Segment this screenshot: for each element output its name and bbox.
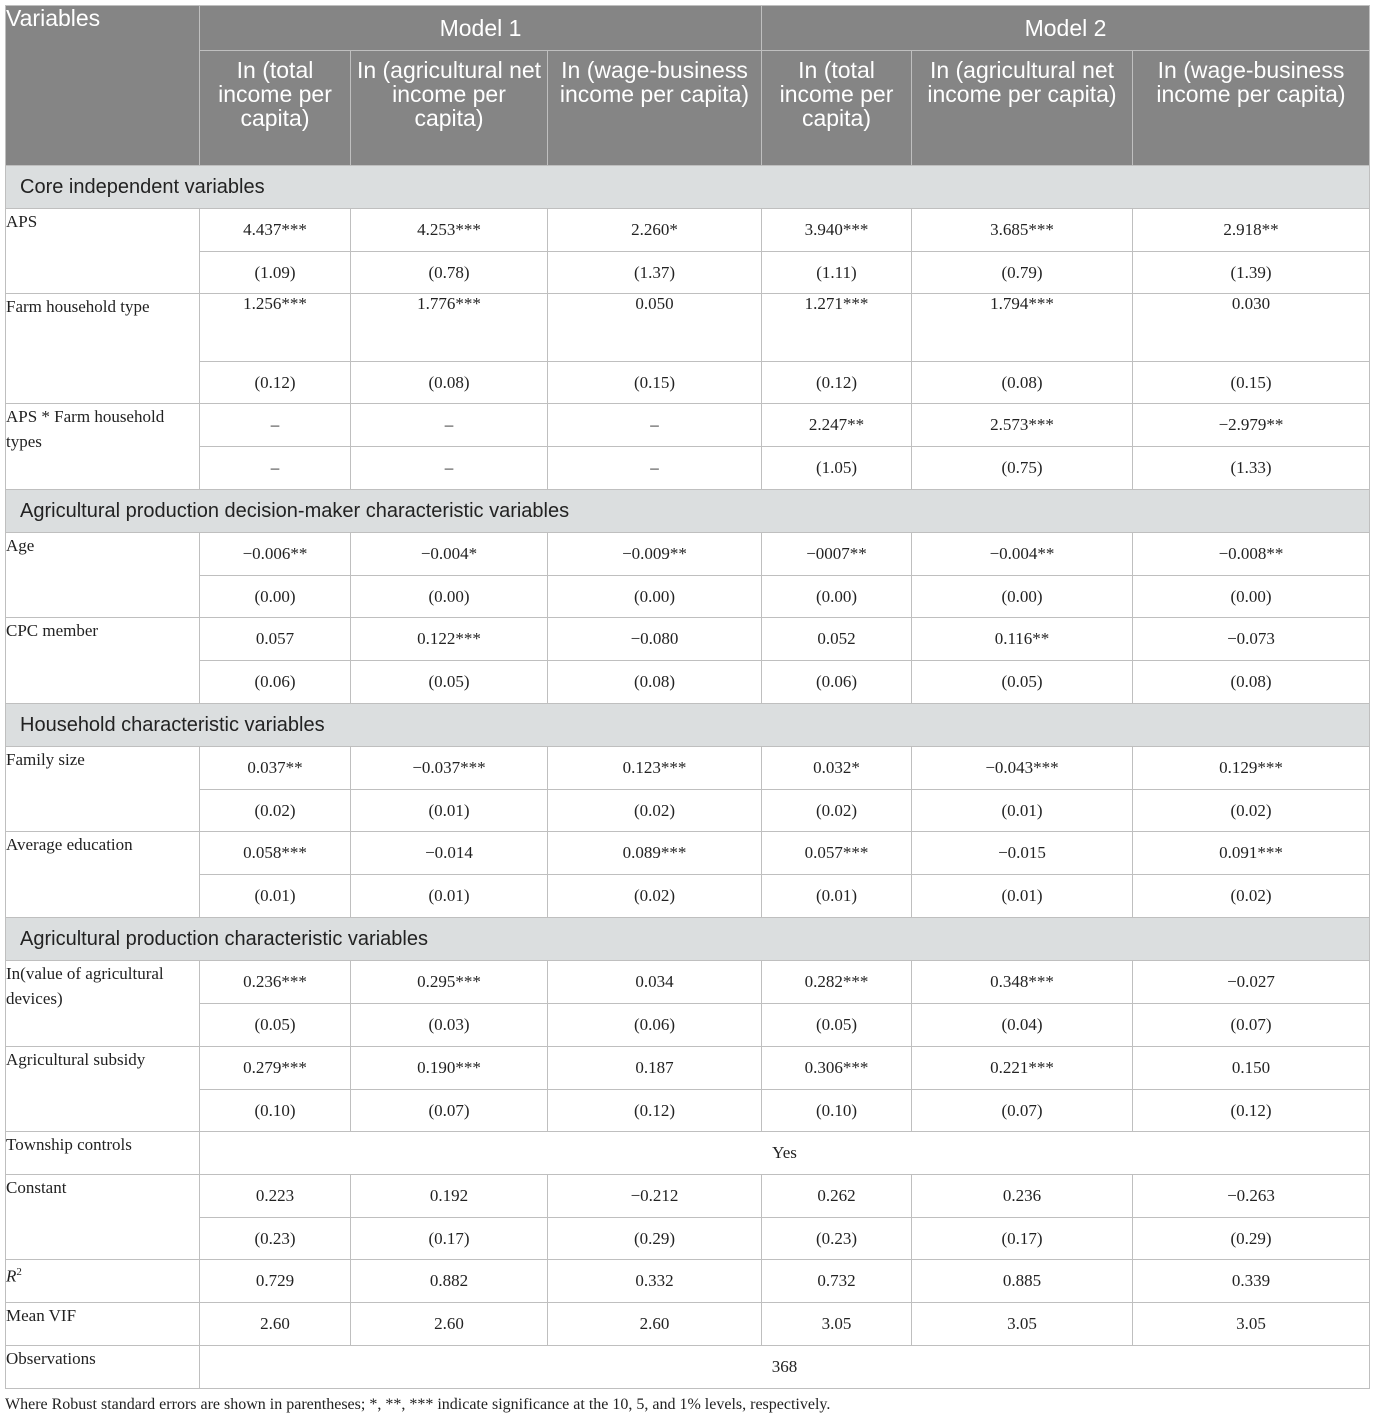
coef-cell: 0.050 (548, 294, 762, 362)
coef-cell: −0.004* (351, 533, 548, 576)
coef-cell: 0.190*** (351, 1047, 548, 1090)
se-cell: (0.12) (1133, 1090, 1370, 1132)
se-cell: (0.23) (200, 1218, 351, 1260)
se-cell: (0.08) (351, 362, 548, 404)
coef-cell: 0.279*** (200, 1047, 351, 1090)
row-label-average-education: Average education (6, 832, 200, 918)
row-label-agricultural-subsidy: Agricultural subsidy (6, 1047, 200, 1132)
coef-cell: −0.212 (548, 1175, 762, 1218)
se-cell: (0.78) (351, 252, 548, 294)
value-cell: 0.729 (200, 1260, 351, 1303)
table-row (6, 209, 1370, 252)
se-cell: (0.08) (912, 362, 1133, 404)
se-cell: (0.15) (548, 362, 762, 404)
se-cell: (0.01) (912, 875, 1133, 918)
section-core: Core independent variables (6, 166, 1370, 209)
table-row (6, 404, 1370, 447)
value-cell: 0.882 (351, 1260, 548, 1303)
coef-cell: 1.256*** (200, 294, 351, 362)
value-cell: 3.05 (762, 1303, 912, 1346)
table-row (6, 661, 1370, 704)
table-row (6, 961, 1370, 1004)
se-cell: (0.05) (912, 661, 1133, 704)
coef-cell: −0.263 (1133, 1175, 1370, 1218)
se-cell: (1.39) (1133, 252, 1370, 294)
regression-table (5, 5, 1370, 1389)
se-cell: (0.79) (912, 252, 1133, 294)
row-label-cpc-member: CPC member (6, 618, 200, 704)
coef-cell: 0.295*** (351, 961, 548, 1004)
table-row (6, 747, 1370, 790)
coef-cell: 0.262 (762, 1175, 912, 1218)
se-cell: (0.06) (762, 661, 912, 704)
coef-cell: 0.223 (200, 1175, 351, 1218)
table-row (6, 1346, 1370, 1389)
coef-cell: −0.008** (1133, 533, 1370, 576)
coef-cell: −0.014 (351, 832, 548, 875)
coef-cell: −0.015 (912, 832, 1133, 875)
column-header: In (wage-business income per capita) (1133, 51, 1370, 166)
coef-cell: 3.685*** (912, 209, 1133, 252)
value-cell: 0.732 (762, 1260, 912, 1303)
column-header: In (wage-business income per capita) (548, 51, 762, 166)
se-cell: (0.02) (548, 790, 762, 832)
se-cell: (1.11) (762, 252, 912, 294)
se-cell: (0.07) (351, 1090, 548, 1132)
coef-cell: 0.116** (912, 618, 1133, 661)
table-row (6, 362, 1370, 404)
se-cell: (0.01) (351, 875, 548, 918)
se-cell: (1.37) (548, 252, 762, 294)
value-cell: 0.339 (1133, 1260, 1370, 1303)
table-row (6, 252, 1370, 294)
coef-cell: 0.129*** (1133, 747, 1370, 790)
row-label-aps: APS (6, 209, 200, 294)
coef-cell: 0.034 (548, 961, 762, 1004)
se-cell: (0.05) (200, 1004, 351, 1047)
row-label-mean-vif: Mean VIF (6, 1303, 200, 1346)
se-cell: (1.33) (1133, 447, 1370, 490)
table-row (6, 875, 1370, 918)
table-row (6, 1090, 1370, 1132)
se-cell: (0.07) (1133, 1004, 1370, 1047)
table-header (6, 6, 1370, 166)
value-cell: 0.885 (912, 1260, 1133, 1303)
se-cell: (0.00) (548, 576, 762, 618)
value-cell: 2.60 (200, 1303, 351, 1346)
coef-cell: 2.247** (762, 404, 912, 447)
se-cell: (0.02) (1133, 875, 1370, 918)
coef-cell: – (548, 404, 762, 447)
table-row (6, 790, 1370, 832)
se-cell: (0.08) (1133, 661, 1370, 704)
se-cell: (0.29) (1133, 1218, 1370, 1260)
se-cell: (0.08) (548, 661, 762, 704)
coef-cell: 4.437*** (200, 209, 351, 252)
se-cell: (1.05) (762, 447, 912, 490)
table-row (6, 447, 1370, 490)
row-label-family-size: Family size (6, 747, 200, 832)
row-label-aps-interaction: APS * Farm household types (6, 404, 200, 490)
section-household: Household characteristic variables (6, 704, 1370, 747)
coef-cell: −0007** (762, 533, 912, 576)
coef-cell: 2.573*** (912, 404, 1133, 447)
coef-cell: 0.058*** (200, 832, 351, 875)
coef-cell: 1.271*** (762, 294, 912, 362)
observations-value: 368 (200, 1346, 1370, 1389)
value-cell: 3.05 (1133, 1303, 1370, 1346)
table-row (6, 294, 1370, 362)
coef-cell: – (200, 404, 351, 447)
se-cell: (0.01) (762, 875, 912, 918)
se-cell: (0.17) (351, 1218, 548, 1260)
coef-cell: 4.253*** (351, 209, 548, 252)
value-cell: 0.332 (548, 1260, 762, 1303)
coef-cell: 0.037** (200, 747, 351, 790)
coef-cell: 0.030 (1133, 294, 1370, 362)
row-label-age: Age (6, 533, 200, 618)
coef-cell: 0.122*** (351, 618, 548, 661)
table-body (6, 166, 1370, 1389)
coef-cell: 0.150 (1133, 1047, 1370, 1090)
coef-cell: 1.794*** (912, 294, 1133, 362)
table-row (6, 618, 1370, 661)
coef-cell: 0.236 (912, 1175, 1133, 1218)
coef-cell: −0.004** (912, 533, 1133, 576)
se-cell: (1.09) (200, 252, 351, 294)
value-cell: 3.05 (912, 1303, 1133, 1346)
table-row (6, 1260, 1370, 1303)
coef-cell: 2.260* (548, 209, 762, 252)
se-cell: (0.10) (200, 1090, 351, 1132)
coef-cell: −0.080 (548, 618, 762, 661)
coef-cell: 0.306*** (762, 1047, 912, 1090)
coef-cell: −0.027 (1133, 961, 1370, 1004)
coef-cell: 0.221*** (912, 1047, 1133, 1090)
coef-cell: −0.073 (1133, 618, 1370, 661)
coef-cell: 0.052 (762, 618, 912, 661)
column-header: In (agricultural net income per capita) (351, 51, 548, 166)
table-footnote: Where Robust standard errors are shown in parentheses; *, **, *** indicate significance at the 10, 5, and 1% levels, respectively. (5, 1396, 831, 1413)
se-cell: (0.06) (548, 1004, 762, 1047)
coef-cell: −0.043*** (912, 747, 1133, 790)
section-production: Agricultural production characteristic variables (6, 918, 1370, 961)
coef-cell: −2.979** (1133, 404, 1370, 447)
variables-header: Variables (6, 6, 200, 166)
table-row (6, 1047, 1370, 1090)
table-row (6, 576, 1370, 618)
se-cell: (0.15) (1133, 362, 1370, 404)
se-cell: – (200, 447, 351, 490)
se-cell: – (548, 447, 762, 490)
se-cell: (0.07) (912, 1090, 1133, 1132)
se-cell: (0.12) (762, 362, 912, 404)
row-label-constant: Constant (6, 1175, 200, 1260)
row-label-r-squared: $R^2$ (6, 1260, 200, 1303)
column-header: In (total income per capita) (762, 51, 912, 166)
model1-header: Model 1 (200, 6, 762, 51)
coef-cell: −0.037*** (351, 747, 548, 790)
se-cell: (0.12) (548, 1090, 762, 1132)
column-header: In (total income per capita) (200, 51, 351, 166)
se-cell: (0.02) (762, 790, 912, 832)
table-row (6, 1004, 1370, 1047)
coef-cell: 0.187 (548, 1047, 762, 1090)
table-row (6, 1132, 1370, 1175)
table-row (6, 1303, 1370, 1346)
table-row (6, 533, 1370, 576)
se-cell: (0.29) (548, 1218, 762, 1260)
row-label-township-controls: Township controls (6, 1132, 200, 1175)
se-cell: (0.00) (200, 576, 351, 618)
coef-cell: 0.282*** (762, 961, 912, 1004)
coef-cell: – (351, 404, 548, 447)
coef-cell: 0.089*** (548, 832, 762, 875)
se-cell: (0.23) (762, 1218, 912, 1260)
coef-cell: 0.057*** (762, 832, 912, 875)
table-row (6, 1218, 1370, 1260)
se-cell: (0.12) (200, 362, 351, 404)
coef-cell: 3.940*** (762, 209, 912, 252)
coef-cell: 0.236*** (200, 961, 351, 1004)
se-cell: (0.17) (912, 1218, 1133, 1260)
se-cell: (0.01) (912, 790, 1133, 832)
column-header: In (agricultural net income per capita) (912, 51, 1133, 166)
se-cell: – (351, 447, 548, 490)
se-cell: (0.00) (762, 576, 912, 618)
model2-header: Model 2 (762, 6, 1370, 51)
se-cell: (0.03) (351, 1004, 548, 1047)
se-cell: (0.01) (351, 790, 548, 832)
se-cell: (0.02) (548, 875, 762, 918)
coef-cell: 0.032* (762, 747, 912, 790)
se-cell: (0.01) (200, 875, 351, 918)
township-controls-value: Yes (200, 1132, 1370, 1175)
se-cell: (0.06) (200, 661, 351, 704)
row-label-observations: Observations (6, 1346, 200, 1389)
coef-cell: 0.123*** (548, 747, 762, 790)
se-cell: (0.00) (912, 576, 1133, 618)
se-cell: (0.02) (1133, 790, 1370, 832)
coef-cell: 0.348*** (912, 961, 1133, 1004)
se-cell: (0.75) (912, 447, 1133, 490)
coef-cell: 0.192 (351, 1175, 548, 1218)
se-cell: (0.05) (762, 1004, 912, 1047)
se-cell: (0.10) (762, 1090, 912, 1132)
table-row (6, 832, 1370, 875)
coef-cell: 1.776*** (351, 294, 548, 362)
table-row (6, 1175, 1370, 1218)
coef-cell: −0.009** (548, 533, 762, 576)
se-cell: (0.00) (351, 576, 548, 618)
se-cell: (0.04) (912, 1004, 1133, 1047)
se-cell: (0.05) (351, 661, 548, 704)
row-label-farm-household-type: Farm household type (6, 294, 200, 404)
row-label-agricultural-devices: In(value of agricultural devices) (6, 961, 200, 1047)
value-cell: 2.60 (351, 1303, 548, 1346)
coef-cell: −0.006** (200, 533, 351, 576)
value-cell: 2.60 (548, 1303, 762, 1346)
coef-cell: 2.918** (1133, 209, 1370, 252)
se-cell: (0.00) (1133, 576, 1370, 618)
section-decision-maker: Agricultural production decision-maker characteristic variables (6, 490, 1370, 533)
coef-cell: 0.057 (200, 618, 351, 661)
se-cell: (0.02) (200, 790, 351, 832)
coef-cell: 0.091*** (1133, 832, 1370, 875)
